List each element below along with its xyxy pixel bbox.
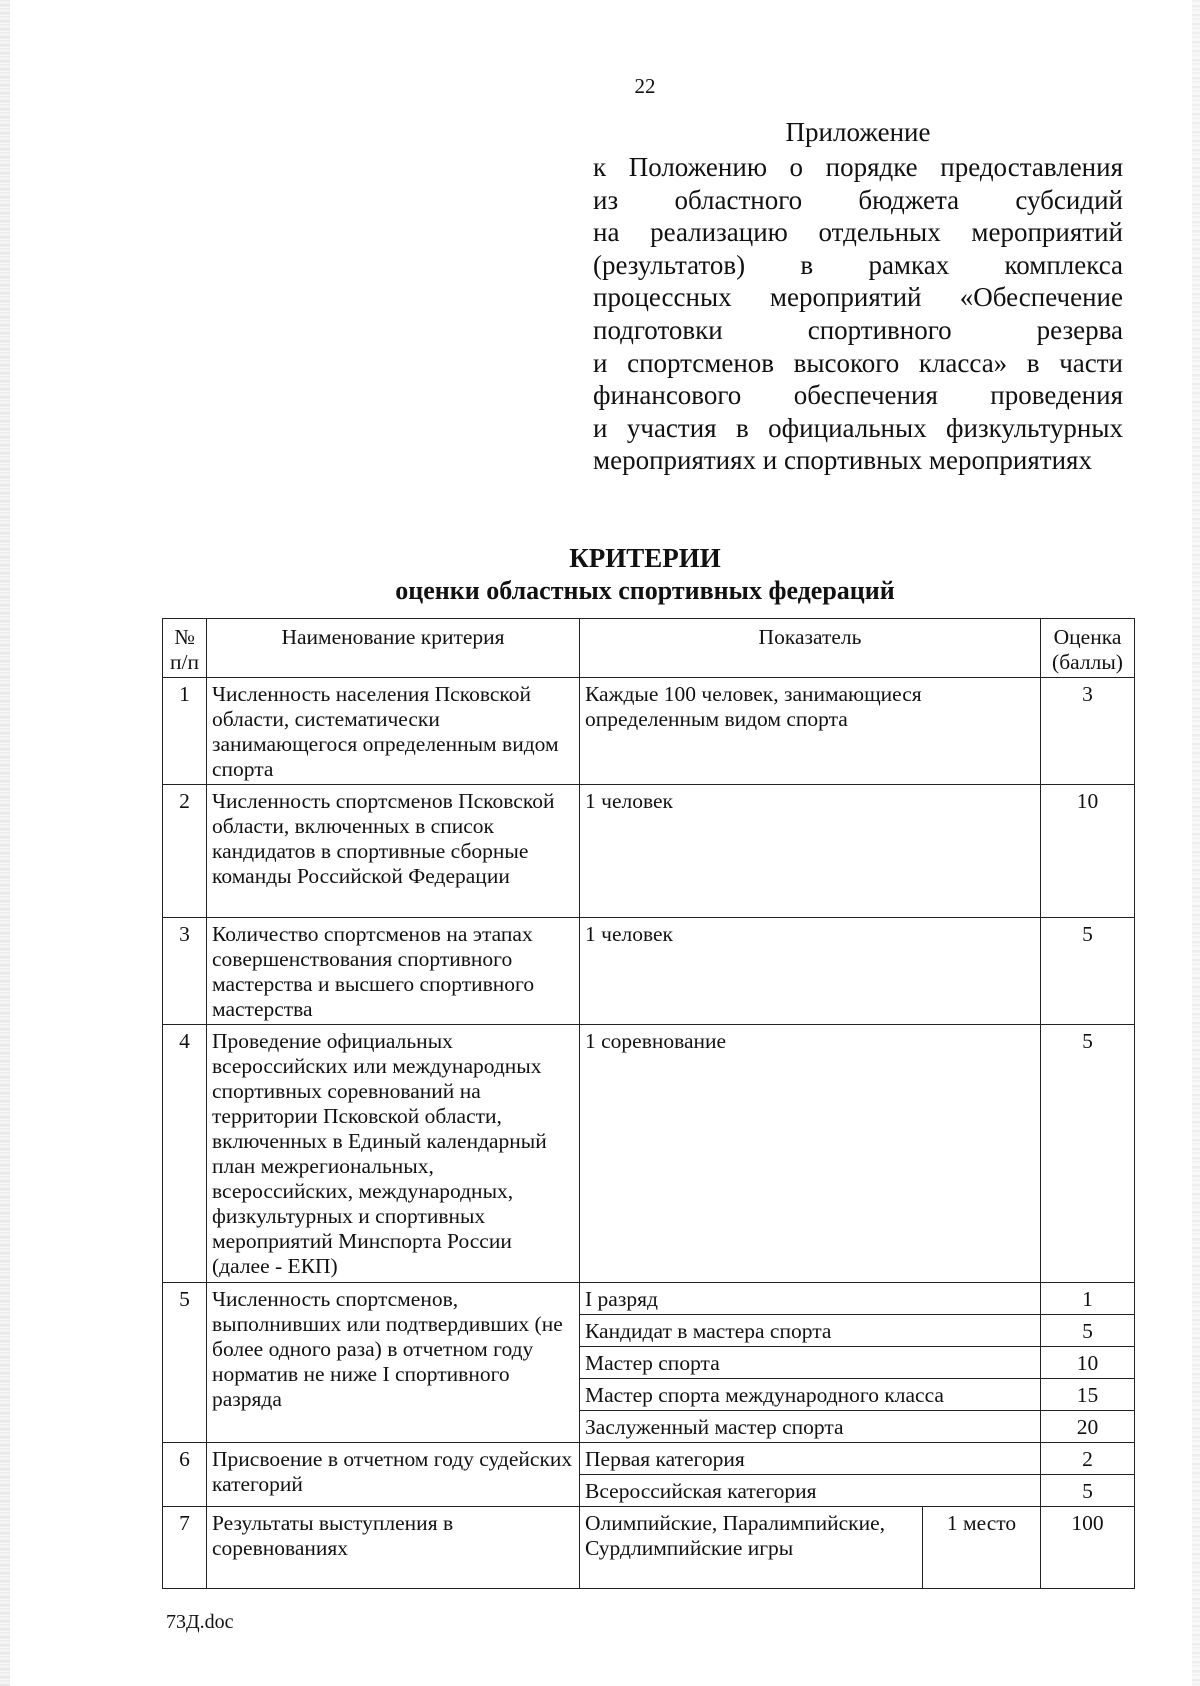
cell-num: 5 [163,1283,207,1443]
cell-num: 3 [163,918,207,1025]
cell-name: Проведение официальных всероссийских или международных спортивных соревнований на территории Псковской области, включенных в Единый календарный план межрегиональных, всероссийских, международных, физкультурных и спортивных мероприятий Минспорта России (далее - ЕКП) [207,1025,580,1283]
criteria-table [162,618,1135,1589]
cell-num: 4 [163,1025,207,1283]
cell-indicator: 1 человек [580,918,1041,1025]
cell-num: 6 [163,1443,207,1507]
cell-indicator: 1 соревнование [580,1025,1041,1283]
cell-indicator: Кандидат в мастера спорта [580,1315,1041,1347]
appendix-title: Приложение [785,117,931,147]
cell-score: 2 [1041,1443,1135,1475]
appendix-line: процессных мероприятий «Обеспечение [593,282,1123,313]
footer-file-name: 73Д.doc [166,1611,234,1633]
appendix-line: и спортсменов высокого класса» в части [593,347,1123,378]
header-score: Оценка (баллы) [1041,619,1135,678]
cell-score: 5 [1041,918,1135,1025]
appendix-line: к Положению о порядке предоставления [593,152,1123,182]
appendix-text [593,151,1123,477]
scan-edge-right [1192,0,1200,1686]
table-row [163,1507,1135,1589]
table-row [163,785,1135,918]
table-row [163,1283,1135,1315]
cell-score: 1 [1041,1283,1135,1315]
cell-indicator: Первая категория [580,1443,1041,1475]
cell-num: 1 [163,678,207,785]
cell-place: 1 место [923,1507,1041,1589]
cell-name: Результаты выступления в соревнованиях [207,1507,580,1589]
table-row [163,918,1135,1025]
table-row [163,1025,1135,1283]
appendix-line: мероприятиях и спортивных мероприятиях [593,445,1092,476]
cell-num: 7 [163,1507,207,1589]
cell-indicator: 1 человек [580,785,1041,918]
document-heading: КРИТЕРИИ [569,543,721,573]
table-row [163,1443,1135,1475]
header-indicator: Показатель [580,619,1041,678]
appendix-line: и участия в официальных физкультурных [593,412,1123,443]
cell-indicator: Каждые 100 человек, занимающиеся определенным видом спорта [580,678,1041,785]
appendix-line: финансового обеспечения проведения [593,380,1123,411]
cell-score: 5 [1041,1025,1135,1283]
cell-name: Численность спортсменов Псковской области, включенных в список кандидатов в спортивные сборные команды Российской Федерации [207,785,580,918]
cell-indicator: I разряд [580,1283,1041,1315]
table-header-row [163,619,1135,678]
cell-score: 20 [1041,1411,1135,1443]
document-subheading: оценки областных спортивных федераций [395,576,895,605]
header-name: Наименование критерия [207,619,580,678]
cell-name: Присвоение в отчетном году судейских категорий [207,1443,580,1507]
cell-score: 15 [1041,1379,1135,1411]
page-number: 22 [634,74,656,98]
appendix-line: (результатов) в рамках комплекса [593,249,1123,280]
table-row [163,678,1135,785]
cell-name: Численность спортсменов, выполнивших или подтвердивших (не более одного раза) в отчетном году норматив не ниже I спортивного разряда [207,1283,580,1443]
cell-num: 2 [163,785,207,918]
cell-score: 10 [1041,785,1135,918]
cell-score: 5 [1041,1315,1135,1347]
appendix-line: на реализацию отдельных мероприятий [593,217,1123,248]
appendix-line: из областного бюджета субсидий [593,184,1123,215]
cell-score: 3 [1041,678,1135,785]
cell-score: 10 [1041,1347,1135,1379]
cell-indicator: Заслуженный мастер спорта [580,1411,1041,1443]
cell-indicator: Всероссийская категория [580,1475,1041,1507]
cell-name: Количество спортсменов на этапах совершенствования спортивного мастерства и высшего спортивного мастерства [207,918,580,1025]
cell-score: 5 [1041,1475,1135,1507]
cell-name: Численность населения Псковской области, систематически занимающегося определенным видом спорта [207,678,580,785]
header-num: № п/п [163,619,207,678]
cell-indicator: Мастер спорта [580,1347,1041,1379]
cell-score: 100 [1041,1507,1135,1589]
cell-indicator: Олимпийские, Паралимпийские, Сурдлимпийские игры [580,1507,923,1589]
scan-edge-left [0,0,10,1686]
cell-indicator: Мастер спорта международного класса [580,1379,1041,1411]
appendix-line: подготовки спортивного резерва [593,314,1123,345]
